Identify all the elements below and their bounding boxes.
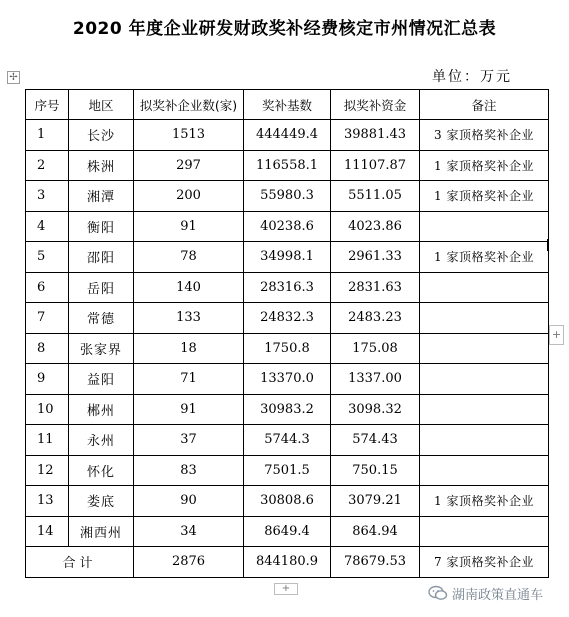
- cell-region: 株洲: [69, 150, 134, 181]
- cell-base: 5744.3: [244, 425, 331, 456]
- cell-count: 91: [134, 211, 244, 242]
- cell-base: 444449.4: [244, 120, 331, 151]
- cell-region: 娄底: [69, 486, 134, 517]
- cell-region: 湘西州: [69, 516, 134, 547]
- total-note: 7 家顶格奖补企业: [420, 547, 549, 578]
- cell-note: 3 家顶格奖补企业: [420, 120, 549, 151]
- table-row: [26, 486, 549, 517]
- total-funds: 78679.53: [331, 547, 420, 578]
- table-row: [26, 242, 549, 273]
- cell-funds: 574.43: [331, 425, 420, 456]
- cell-count: 297: [134, 150, 244, 181]
- table-row: [26, 120, 549, 151]
- cell-base: 13370.0: [244, 364, 331, 395]
- cell-region: 永州: [69, 425, 134, 456]
- header-note: 备注: [420, 90, 549, 120]
- add-column-plus-icon[interactable]: +: [549, 325, 564, 345]
- header-base: 奖补基数: [244, 90, 331, 120]
- text-cursor-mark: [547, 239, 549, 251]
- cell-note: [420, 364, 549, 395]
- cell-seq: 10: [26, 394, 69, 425]
- total-count: 2876: [134, 547, 244, 578]
- cell-region: 邵阳: [69, 242, 134, 273]
- cell-count: 71: [134, 364, 244, 395]
- table-row: [26, 211, 549, 242]
- table-row: [26, 516, 549, 547]
- cell-region: 张家界: [69, 333, 134, 364]
- document-title: 2020 年度企业研发财政奖补经费核定市州情况汇总表: [72, 19, 497, 39]
- table-row: [26, 333, 549, 364]
- watermark-text: 湖南政策直通车: [452, 587, 544, 603]
- cell-base: 30808.6: [244, 486, 331, 517]
- cell-count: 34: [134, 516, 244, 547]
- header-seq: 序号: [26, 90, 69, 120]
- cell-funds: 2483.23: [331, 303, 420, 334]
- cell-region: 长沙: [69, 120, 134, 151]
- cell-note: 1 家顶格奖补企业: [420, 242, 549, 273]
- cell-base: 1750.8: [244, 333, 331, 364]
- cell-region: 衡阳: [69, 211, 134, 242]
- cell-funds: 750.15: [331, 455, 420, 486]
- header-count: 拟奖补企业数(家): [134, 90, 244, 120]
- cell-funds: 39881.43: [331, 120, 420, 151]
- cell-funds: 864.94: [331, 516, 420, 547]
- table-row: [26, 455, 549, 486]
- cell-funds: 2831.63: [331, 272, 420, 303]
- cell-region: 常德: [69, 303, 134, 334]
- cell-count: 1513: [134, 120, 244, 151]
- table-row: [26, 272, 549, 303]
- table-total-row: [26, 547, 549, 578]
- cell-region: 湘潭: [69, 181, 134, 212]
- table-row: [26, 303, 549, 334]
- cell-count: 83: [134, 455, 244, 486]
- watermark: [424, 582, 547, 604]
- table-row: [26, 394, 549, 425]
- cell-note: [420, 425, 549, 456]
- cell-base: 28316.3: [244, 272, 331, 303]
- unit-label: 单位：万元: [432, 69, 512, 85]
- cell-note: [420, 455, 549, 486]
- table-row: [26, 181, 549, 212]
- total-label: 合计: [26, 547, 134, 578]
- table-row: [26, 150, 549, 181]
- cell-seq: 6: [26, 272, 69, 303]
- cell-base: 8649.4: [244, 516, 331, 547]
- cell-note: [420, 394, 549, 425]
- cell-region: 益阳: [69, 364, 134, 395]
- total-base: 844180.9: [244, 547, 331, 578]
- cell-region: 郴州: [69, 394, 134, 425]
- wechat-logo-icon: [428, 585, 448, 601]
- cell-seq: 8: [26, 333, 69, 364]
- cell-region: 岳阳: [69, 272, 134, 303]
- cell-count: 91: [134, 394, 244, 425]
- cell-seq: 9: [26, 364, 69, 395]
- cell-count: 140: [134, 272, 244, 303]
- cell-funds: 3079.21: [331, 486, 420, 517]
- cell-seq: 14: [26, 516, 69, 547]
- table-row: [26, 364, 549, 395]
- cell-note: [420, 303, 549, 334]
- cell-seq: 4: [26, 211, 69, 242]
- cell-funds: 4023.86: [331, 211, 420, 242]
- cell-count: 18: [134, 333, 244, 364]
- summary-table: [25, 89, 549, 578]
- cell-funds: 5511.05: [331, 181, 420, 212]
- cell-seq: 3: [26, 181, 69, 212]
- add-row-plus-icon[interactable]: +: [274, 583, 298, 595]
- cell-region: 怀化: [69, 455, 134, 486]
- cell-seq: 12: [26, 455, 69, 486]
- cell-funds: 1337.00: [331, 364, 420, 395]
- table-row: [26, 425, 549, 456]
- cell-funds: 11107.87: [331, 150, 420, 181]
- cell-count: 78: [134, 242, 244, 273]
- cell-base: 30983.2: [244, 394, 331, 425]
- cell-funds: 3098.32: [331, 394, 420, 425]
- cell-note: 1 家顶格奖补企业: [420, 486, 549, 517]
- cell-seq: 13: [26, 486, 69, 517]
- cell-seq: 11: [26, 425, 69, 456]
- cell-base: 40238.6: [244, 211, 331, 242]
- cell-base: 7501.5: [244, 455, 331, 486]
- cell-count: 200: [134, 181, 244, 212]
- cell-seq: 5: [26, 242, 69, 273]
- cell-base: 24832.3: [244, 303, 331, 334]
- cell-funds: 2961.33: [331, 242, 420, 273]
- table-header-row: [26, 90, 549, 120]
- cell-note: [420, 516, 549, 547]
- header-funds: 拟奖补资金: [331, 90, 420, 120]
- cell-note: [420, 333, 549, 364]
- cell-note: 1 家顶格奖补企业: [420, 181, 549, 212]
- cell-count: 133: [134, 303, 244, 334]
- cell-note: 1 家顶格奖补企业: [420, 150, 549, 181]
- cell-base: 34998.1: [244, 242, 331, 273]
- cell-funds: 175.08: [331, 333, 420, 364]
- table-move-handle-icon[interactable]: ✢: [7, 71, 20, 84]
- cell-count: 37: [134, 425, 244, 456]
- cell-base: 55980.3: [244, 181, 331, 212]
- cell-base: 116558.1: [244, 150, 331, 181]
- cell-seq: 2: [26, 150, 69, 181]
- cell-count: 90: [134, 486, 244, 517]
- cell-seq: 7: [26, 303, 69, 334]
- cell-note: [420, 211, 549, 242]
- cell-note: [420, 272, 549, 303]
- cell-seq: 1: [26, 120, 69, 151]
- header-region: 地区: [69, 90, 134, 120]
